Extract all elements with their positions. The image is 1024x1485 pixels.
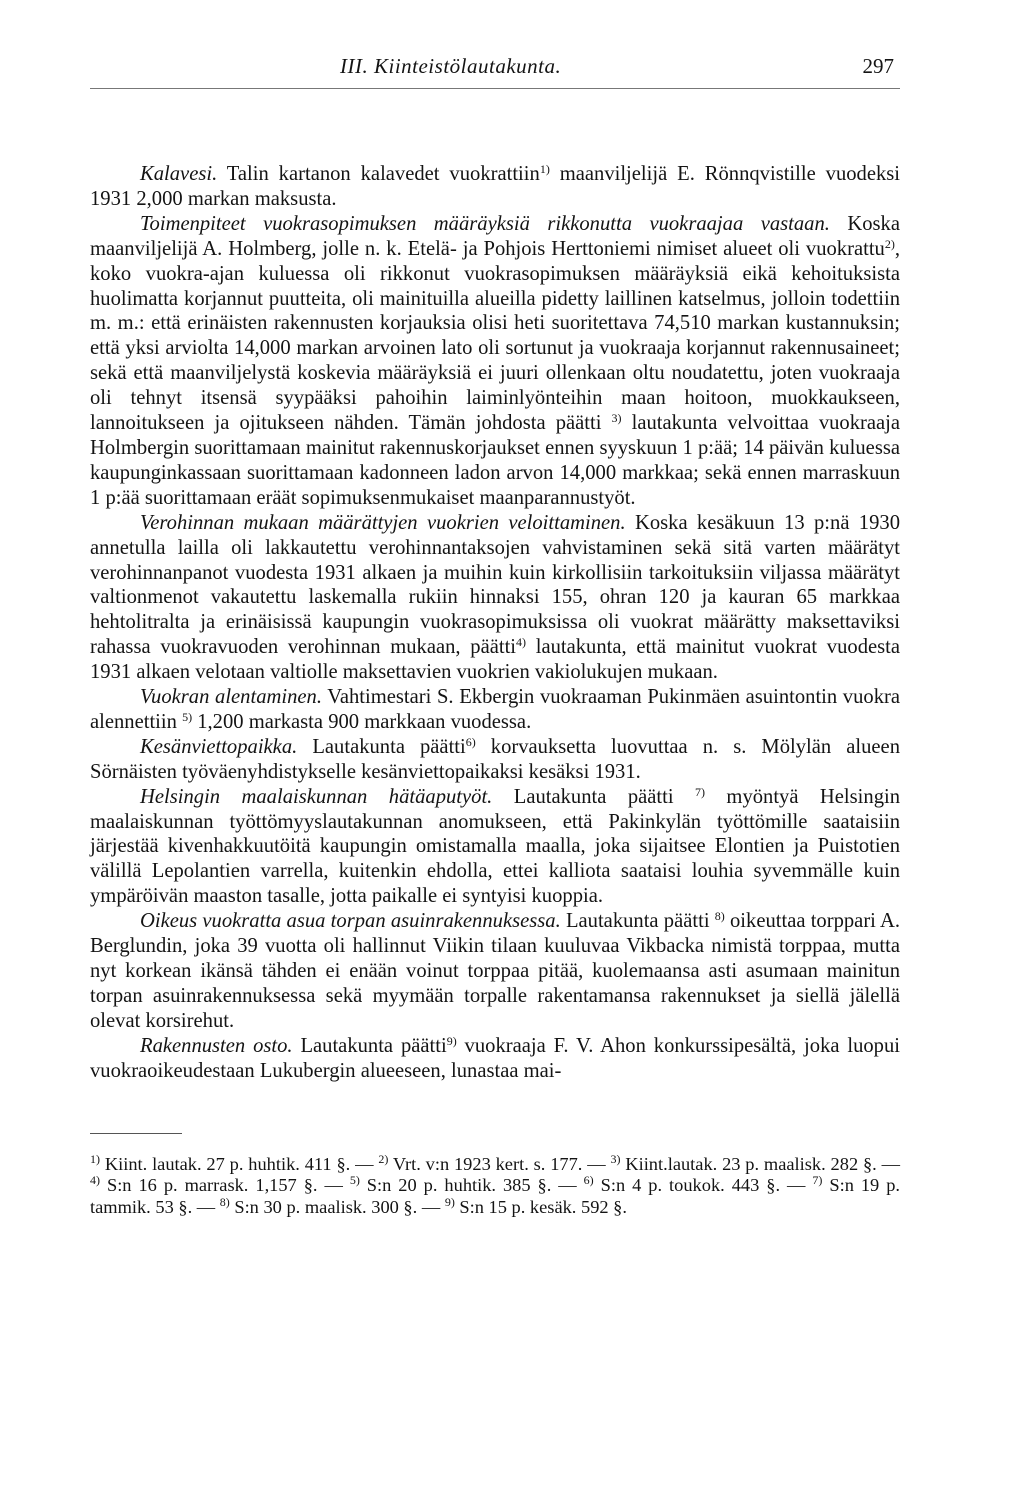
footnote-text: S:n 16 p. marrask. 1,157 §. —	[100, 1175, 350, 1196]
footnote-ref: 2)	[884, 236, 895, 251]
footnote-mark: 6)	[583, 1173, 594, 1188]
paragraph-oikeus	[90, 909, 900, 1034]
paragraph-text: lautakunta velvoittaa vuokraaja Holmbergin suorittamaan mainitut rakennuskorjaukset ennen syyskuun 1 p:ää; 14 päivän kuluessa kaupunginkassaan suorittamaan kadonneen ladon arvon 14,000 markkaa; sekä ennen marraskuun 1 p:ää suorittamaan eräät sopimuksenmukaiset maanparannustyöt.	[90, 412, 901, 509]
footnote-ref: 5)	[182, 709, 193, 724]
paragraph-text: Lautakunta päätti	[297, 735, 466, 758]
footnote-ref: 4)	[516, 635, 527, 650]
paragraph-text: Talin kartanon kalavedet vuokrattiin	[217, 163, 540, 185]
footnote-text: S:n 15 p. kesäk. 592 §.	[454, 1196, 627, 1217]
section-title: III. Kiinteistölautakunta.	[340, 54, 562, 78]
footnote-mark: 8)	[219, 1194, 230, 1209]
footnote-text: Vrt. v:n 1923 kert. s. 177. —	[388, 1153, 611, 1174]
paragraph-text: lautakunta, että mainitut vuokrat vuodesta 1931 alkaen velotaan valtiolle maksettavien vuokrien vakiolukujen mukaan.	[90, 636, 901, 684]
footnote-text: S:n 4 p. toukok. 443 §. —	[593, 1175, 813, 1196]
paragraph-heading: Verohinnan mukaan määrättyjen vuokrien veloittaminen.	[140, 511, 626, 534]
paragraph-text: Vahtimestari S. Ekbergin vuokraaman Pukinmäen asuintontin vuokra alennettiin	[90, 686, 900, 733]
footnote-mark: 3)	[610, 1151, 621, 1166]
footnote-mark: 9)	[444, 1194, 455, 1209]
footnote-text: Kiint.lautak. 23 p. maalisk. 282 §. —	[620, 1153, 900, 1174]
paragraph-verohinnan	[90, 511, 900, 685]
paragraph-text: 1,200 markasta 900 markkaan vuodessa.	[192, 710, 532, 733]
document-page	[90, 50, 900, 1218]
footnotes	[90, 1151, 901, 1219]
footnote-rule	[90, 1133, 182, 1134]
footnote-mark: 2)	[378, 1151, 389, 1166]
paragraph-hataaputyot	[90, 785, 900, 910]
page-number: 297	[862, 54, 894, 78]
footnote-ref: 3)	[611, 411, 622, 426]
footnote-text: S:n 30 p. maalisk. 300 §. —	[229, 1196, 445, 1217]
footnote-ref: 9)	[446, 1033, 457, 1048]
paragraph-text: vuokraaja F. V. Ahon konkurssipesältä, joka luopui vuokraoikeudestaan Lukubergin alueeseen, lunastaa mai-	[90, 1034, 900, 1082]
footnote-ref: 1)	[539, 162, 550, 176]
paragraph-text: , koko vuokra-ajan kuluessa oli rikkonut vuokrasopimuksen määräyksiä eikä kehoituksista huolimatta korjannut puutteita, oli mainituilla alueilla pidetty laillinen katselmus, jolloin todettiin m. m.: että erinäisten rakennusten korjauksia olisi heti suoritettava 74,510 markan kustannuksin; että yksi arviolta 14,000 markan arvoinen lato oli sortunut ja vuokraaja korjannut rakennusaineet; sekä että maanviljelystä koskevia määräyksiä ei juuri ollenkaan oltu noudatettu, joten vuokraaja oli tehnyt itsensä syypääksi pahoihin laiminlyönteihin maan hoitoon, muokkaukseen, lannoitukseen ja ojitukseen nähden. Tämän johdosta päätti	[90, 237, 900, 435]
paragraph-text: myöntyä Helsingin maalaiskunnan työttömyyslautakunnan anomukseen, että Pakinkylän työttömille saataisiin järjestää kivenhakkuutöitä kaupungin omistamalla maalla, joka sijaitsee Elontien ja Puistotien välillä Lepolantien varrella, kuitenkin ehdolla, ettei kalliota saataisi louhia syvemmälle kuin ympäröivän maaston tasalle, jotta paikalle ei syntyisi kuoppia.	[90, 785, 901, 908]
paragraph-vuokran-alentaminen	[90, 685, 900, 735]
paragraph-text: Koska kesäkuun 13 p:nä 1930 annetulla lailla oli lakkautettu verohinnantaksojen vahvistaminen sekä sitä varten määrätyt verohinnanpanot vuodesta 1931 alkaen ja muihin kuin kirkollisiin tarkoituksiin viljassa määrätyt valtionmenot vakautettu laskemalla rukiin hinnaksi 155, ohran 120 ja kauran 65 markkaa hehtolitralta ja erinäisissä kaupungin vuokrasopimuksissa oli vuokrat määrätty maksettaviksi rahassa vuokravuoden verohinnan mukaan, päätti	[90, 511, 900, 659]
paragraph-heading: Kesänviettopaikka.	[140, 735, 298, 758]
paragraph-heading: Vuokran alentaminen.	[140, 686, 322, 709]
footnote-mark: 7)	[812, 1173, 823, 1188]
footnote-ref: 8)	[714, 909, 725, 924]
paragraph-rakennusten-osto	[90, 1034, 900, 1084]
footnote-block	[90, 1151, 901, 1219]
paragraph-text: korvauksetta luovuttaa n. s. Mölylän alueen Sörnäisten työväenyhdistykselle kesänviettopaikaksi kesäksi 1931.	[90, 735, 900, 783]
running-header	[90, 50, 900, 90]
footnote-text: S:n 20 p. huhtik. 385 §. —	[359, 1175, 584, 1196]
paragraph-heading: Helsingin maalaiskunnan hätäaputyöt.	[140, 785, 493, 808]
paragraph-toimenpiteet	[90, 212, 900, 511]
paragraph-kalavesi	[90, 162, 900, 212]
paragraph-text: Lautakunta päätti	[560, 910, 710, 933]
paragraph-heading: Oikeus vuokratta asua torpan asuinrakennuksessa.	[140, 910, 561, 933]
footnote-ref: 7)	[695, 784, 705, 799]
paragraph-kesanviettopaikka	[90, 735, 900, 785]
paragraph-text: maanviljelijä E. Rönnqvistille vuodeksi 1931 2,000 markan maksusta.	[90, 163, 901, 210]
footnote-mark: 4)	[90, 1173, 100, 1188]
paragraph-text: Lautakunta päätti	[292, 1034, 447, 1057]
footnote-mark: 1)	[90, 1151, 100, 1166]
footnote-mark: 5)	[349, 1173, 360, 1188]
paragraph-heading: Kalavesi.	[140, 163, 218, 185]
paragraph-text: oikeuttaa torppari A. Berglundin, joka 39 vuotta oli hallinnut Viikin tilaan kuuluvaa Vikbacka nimistä torppaa, mutta nyt korkean ikänsä tähden ei enään voinut torppaa pitää, kuolemaansa asti asumaan mainitun torpan asuinrakennuksessa sekä myymään torpalle rakentamansa rakennukset ja siellä jälellä olevat korsirehut.	[90, 910, 901, 1032]
footnote-ref: 6)	[465, 734, 476, 749]
paragraph-heading: Toimenpiteet vuokrasopimuksen määräyksiä rikkonutta vuokraajaa vastaan.	[140, 212, 830, 235]
paragraph-text: Koska maanviljelijä A. Holmberg, jolle n. k. Etelä- ja Pohjois Herttoniemi nimiset alueet oli vuokrattu	[90, 212, 900, 260]
header-rule	[90, 88, 900, 89]
footnote-text: S:n 19 p. tammik. 53 §. —	[90, 1175, 901, 1217]
paragraph-text: Lautakunta päätti	[492, 785, 674, 808]
body-text	[90, 162, 900, 1084]
paragraph-heading: Rakennusten osto.	[140, 1034, 293, 1057]
footnote-text: Kiint. lautak. 27 p. huhtik. 411 §. —	[100, 1153, 379, 1174]
